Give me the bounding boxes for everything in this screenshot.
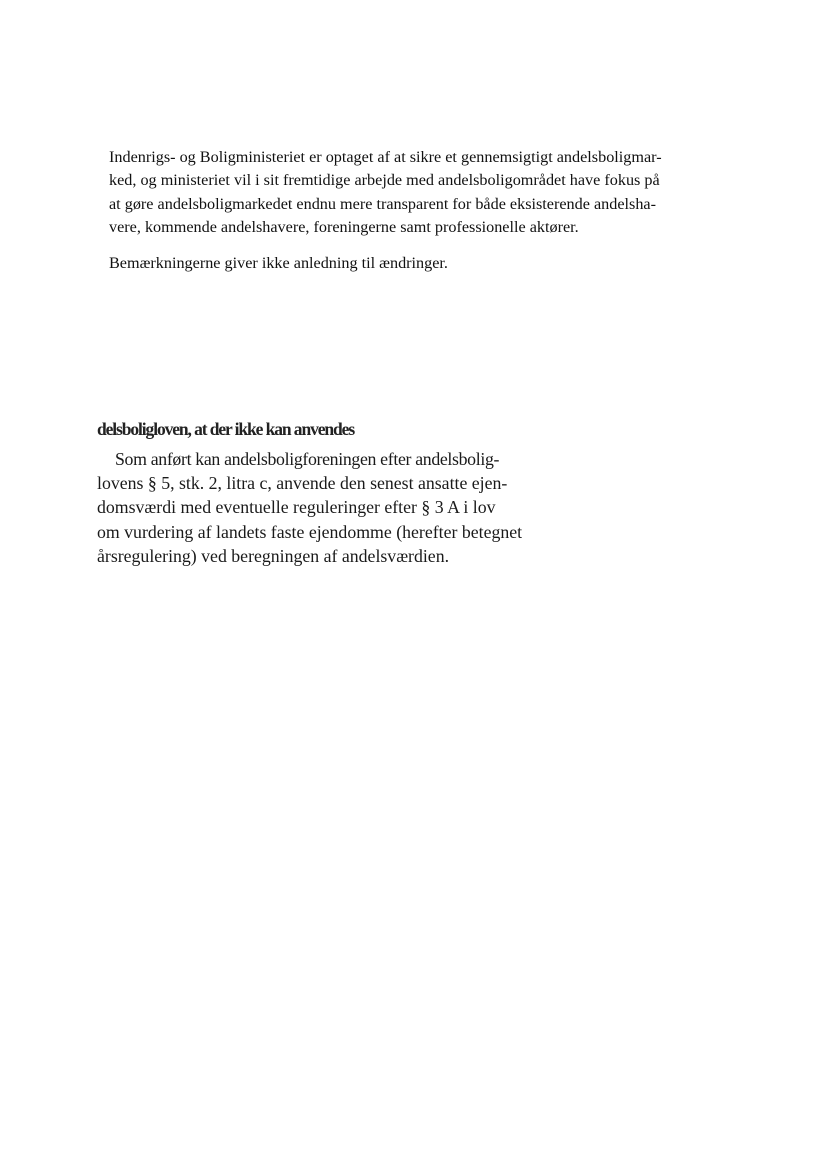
excerpt-law-text [97, 447, 583, 568]
text-line: Som anført kan andelsboligforeningen efter andelsbolig- [115, 449, 500, 469]
excerpt-ministry-response [109, 146, 739, 275]
clipped-text-line [97, 419, 355, 439]
text-line: lovens § 5, stk. 2, litra c, anvende den senest ansatte ejen- [97, 473, 508, 494]
text-line: Bemærkningerne giver ikke anledning til ændringer. [109, 254, 448, 273]
paragraph-transparency [109, 146, 739, 239]
text-line: ked, og ministeriet vil i sit fremtidige arbejde med andelsboligområdet have fokus på [109, 171, 660, 190]
text-line: vere, kommende andelshavere, foreningerne samt professionelle aktører. [109, 217, 579, 236]
text-line: årsregulering) ved beregningen af andelsværdien. [97, 545, 450, 566]
clipped-text-fragment: delsboligloven, at der ikke kan anvendes [97, 419, 355, 439]
text-line: domsværdi med eventuelle reguleringer efter § 3 A i lov [97, 497, 496, 518]
paragraph-remarks [109, 252, 739, 275]
text-line: om vurdering af landets faste ejendomme (herefter betegnet [97, 521, 523, 542]
text-line: at gøre andelsboligmarkedet endnu mere transparent for både eksisterende andelsha- [109, 194, 656, 213]
text-line: Indenrigs- og Boligministeriet er optaget af at sikre et gennemsigtigt andelsboligmar- [109, 148, 662, 166]
